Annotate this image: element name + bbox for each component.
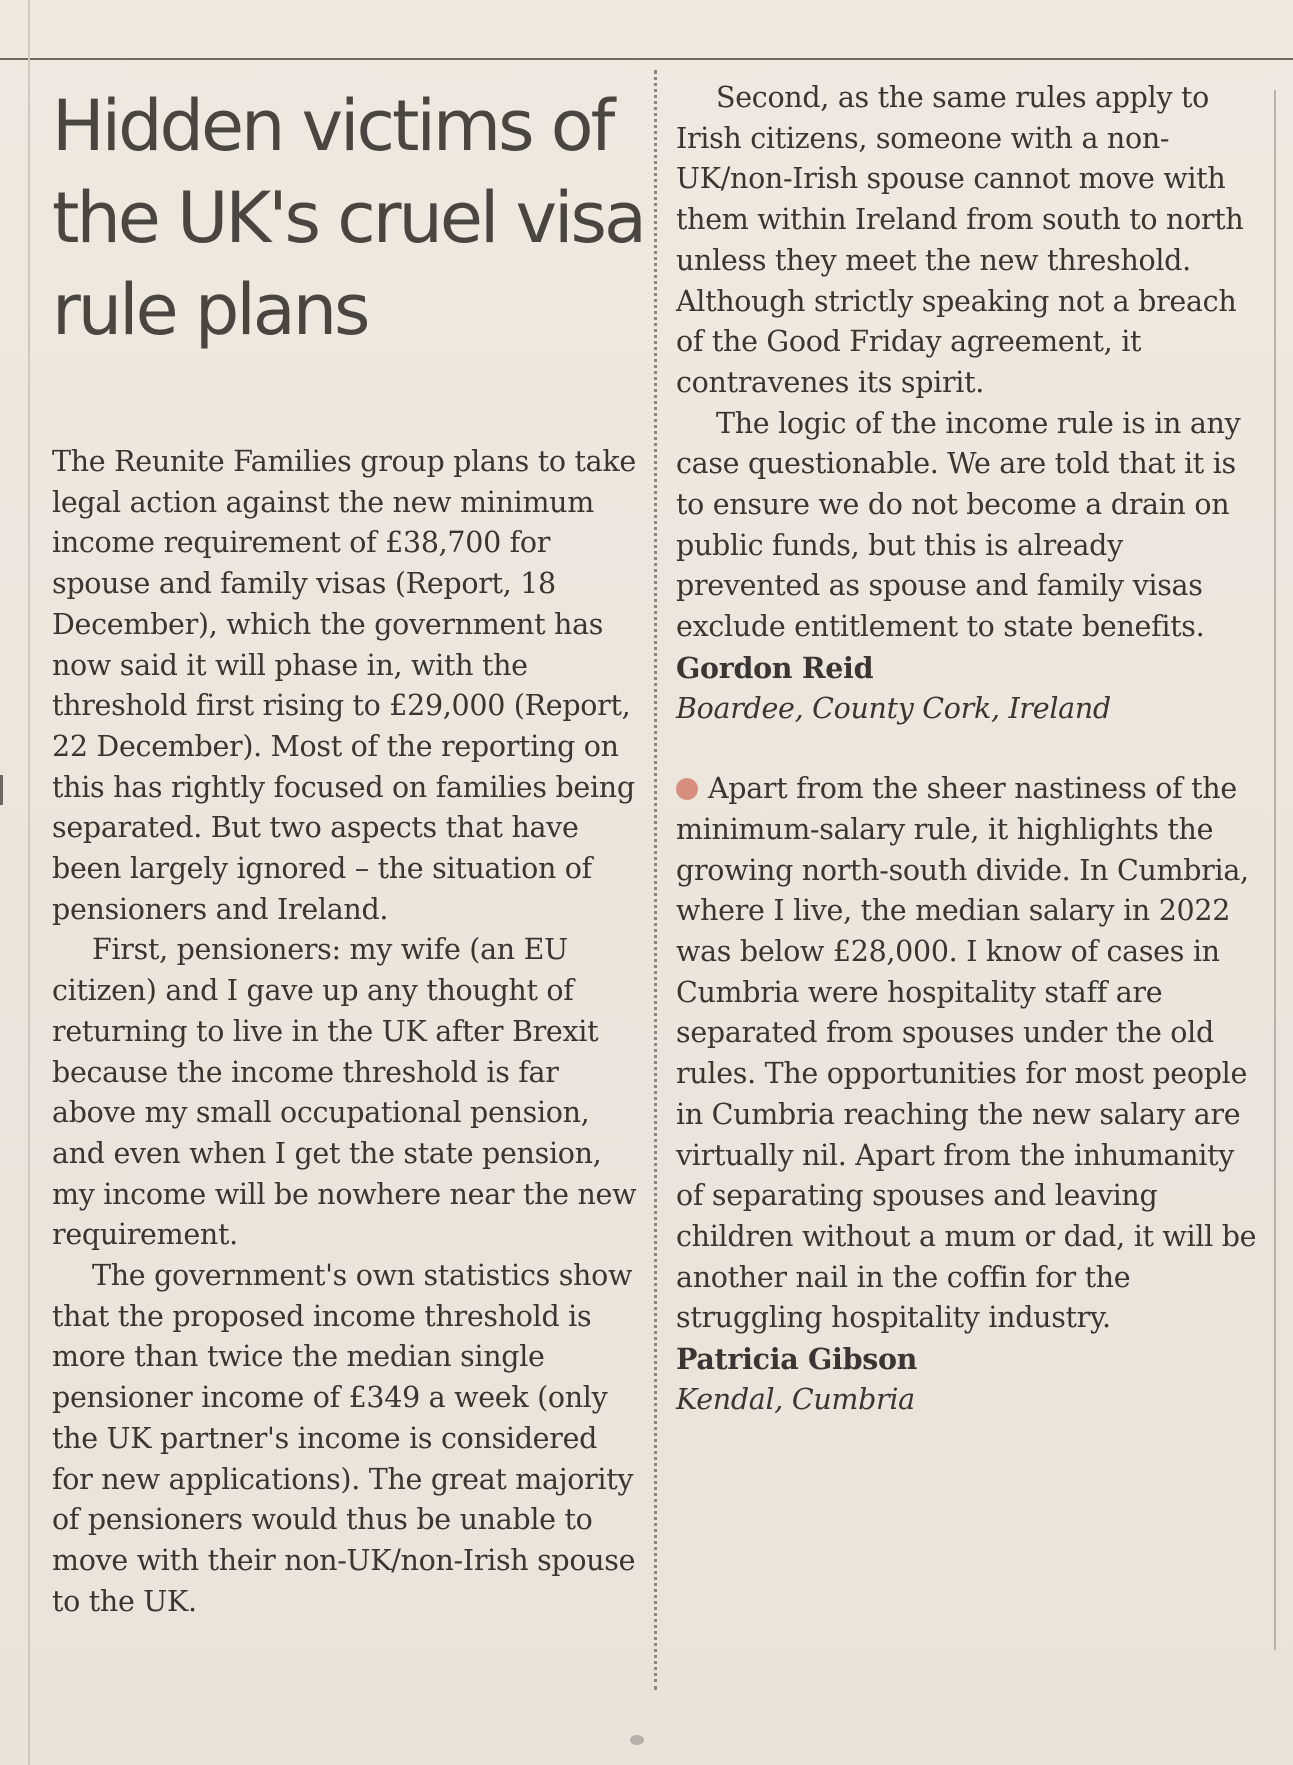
left-column [52, 442, 646, 1622]
letter1-paragraph-4: Second, as the same rules apply to Irish citizens, someone with a non-UK/non-Irish spouse cannot move with them within Ireland from south to north unless they meet the new threshold. Although strictly speaking not a breach of the Good Friday agreement, it contravenes its spirit. [676, 81, 1244, 399]
top-rule [0, 58, 1293, 60]
right-column-rule [1274, 90, 1276, 1650]
letter2-text: Apart from the sheer nastiness of the minimum-salary rule, it highlights the growing north-south divide. In Cumbria, where I live, the median salary in 2022 was below £28,000. I know of cases in Cumbria were hospitality staff are separated from spouses under the old rules. The opportunities for most people in Cumbria reaching the new salary are virtually nil. Apart from the inhumanity of separating spouses and leaving children without a mum or dad, it will be another nail in the coffin for the struggling hospitality industry. [676, 772, 1257, 1335]
letter1-paragraph-2: First, pensioners: my wife (an EU citizen) and I gave up any thought of returning to live in the UK after Brexit because the income threshold is far above my small occupational pension, and even when I get the state pension, my income will be nowhere near the new requirement. [52, 933, 637, 1252]
letter1-location: Boardee, County Cork, Ireland [676, 691, 1111, 725]
letter2-location: Kendal, Cumbria [676, 1382, 915, 1416]
letter1-author: Gordon Reid [676, 650, 874, 685]
letter-separator [676, 729, 1260, 769]
letter1-paragraph-5: The logic of the income rule is in any case questionable. We are told that it is to ensure we do not become a drain on public funds, but this is already prevented as spouse and family visas exclude entitlement to state benefits. [676, 406, 1241, 644]
left-page-edge [28, 0, 30, 1765]
bullet-dot-icon [676, 778, 698, 800]
letter1-paragraph-3: The government's own statistics show that the proposed income threshold is more than twice the median single pensioner income of £349 a week (only the UK partner's income is considered for new applications). The great majority of pensioners would thus be unable to move with their non-UK/non-Irish spouse to the UK. [52, 1259, 636, 1618]
paper-speck [630, 1735, 644, 1745]
letter2-body [676, 769, 1260, 1339]
column-divider [654, 70, 657, 1690]
letter2-author: Patricia Gibson [676, 1342, 918, 1377]
headline: Hidden victims of the UK's cruel visa rule plans [52, 85, 644, 351]
right-column [676, 78, 1260, 1421]
letter1-paragraph-1: The Reunite Families group plans to take legal action against the new minimum income requirement of £38,700 for spouse and family visas (Report, 18 December), which the government has now said it will phase in, with the threshold first rising to £29,000 (Report, 22 December). Most of the reporting on this has rightly focused on families being separated. But two aspects that have been largely ignored – the situation of pensioners and Ireland. [52, 445, 636, 926]
edge-mark [0, 775, 3, 805]
